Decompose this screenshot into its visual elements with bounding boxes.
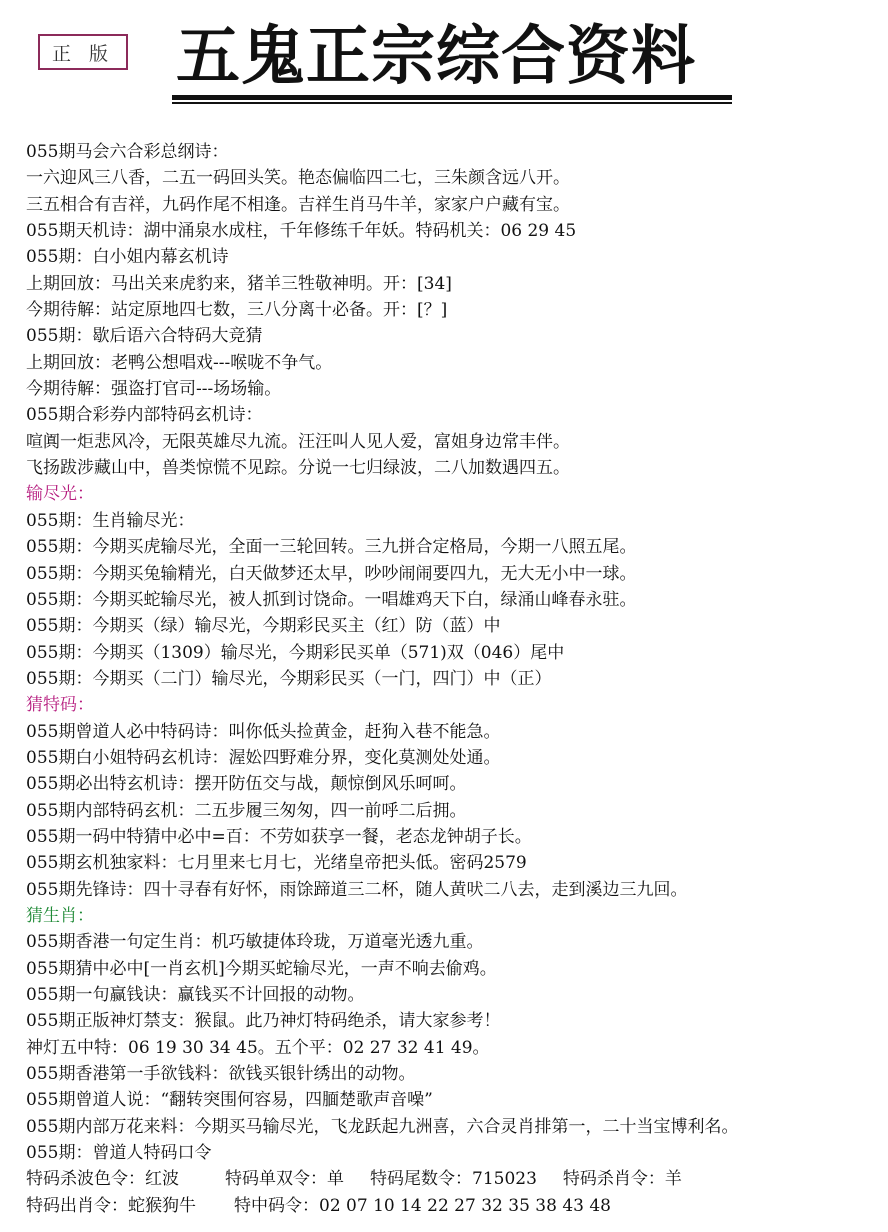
text-line: 055期香港一句定生肖：机巧敏捷体玲珑，万道毫光透九重。 <box>26 932 484 953</box>
text-line: 055期一句赢钱诀：赢钱买不计回报的动物。 <box>26 985 365 1005</box>
text-line: 055期：今期买（二门）输尽光，今期彩民买（一门，四门）中（正） <box>26 668 552 689</box>
command-row <box>26 1193 876 1219</box>
text-line: 055期马会六合彩总纲诗： <box>26 142 229 162</box>
text-line: 上期回放：老鸭公想唱戏---喉咙不争气。 <box>26 352 333 373</box>
text-line: 飞扬跋涉藏山中，兽类惊慌不见踪。分说一七归绿波，二八加数遇四五。 <box>26 458 570 479</box>
command-row <box>26 1166 876 1192</box>
command-item: 特码杀肖令：羊 <box>562 1169 682 1190</box>
text-line: 055期：白小姐内幕玄机诗 <box>26 247 229 268</box>
text-line: 055期正版神灯禁支：猴鼠。此乃神灯特码绝杀，请大家参考！ <box>26 1011 501 1032</box>
official-version-badge: 正 版 <box>38 34 128 70</box>
text-line: 上期回放：马出关来虎豹来，猪羊三牲敬神明。开：[34] <box>26 273 452 294</box>
text-line: 055期香港第一手欲钱料：欲钱买银针绣出的动物。 <box>26 1064 416 1085</box>
text-line: 今期待解：强盗打官司---场场输。 <box>26 379 282 400</box>
text-line: 055期合彩券内部特码玄机诗： <box>26 405 263 426</box>
text-line: 三五相合有吉祥，九码作尾不相逢。吉祥生肖马牛羊，家家户户藏有宝。 <box>26 194 570 215</box>
text-line: 055期：歇后语六合特码大竞猜 <box>26 326 263 347</box>
text-line: 神灯五中特：06 19 30 34 45。五个平：02 27 32 41 49。 <box>26 1037 490 1058</box>
text-line: 055期：今期买兔输精光，白天做梦还太早，吵吵闹闹要四九，无大无小中一球。 <box>26 563 637 584</box>
text-line: 055期先锋诗：四十寻春有好怀，雨馀蹄道三二杯，随人黄吠二八去，走到溪边三九回。 <box>26 879 688 900</box>
text-line: 今期待解：站定原地四七数，三八分离十必备。开：[？] <box>26 300 448 321</box>
title-underline-thin <box>172 102 732 104</box>
text-line: 喧阗一炬悲风冷，无限英雄尽九流。汪汪叫人见人爱，富姐身边常丰伴。 <box>26 431 570 452</box>
text-line: 055期：曾道人特码口令 <box>26 1143 212 1164</box>
text-line: 055期曾道人说：“翻转突围何容易，四腼楚歌声音噪” <box>26 1090 433 1111</box>
text-line: 055期：今期买（1309）输尽光，今期彩民买单（571)双（046）尾中 <box>26 642 565 663</box>
text-line: 一六迎风三八香，二五一码回头笑。艳态偏临四二七，三朱颜含远八开。 <box>26 168 570 189</box>
section-heading: 猜生肖： <box>26 905 94 926</box>
text-line: 055期猜中必中[一肖玄机]今期买蛇输尽光，一声不响去偷鸡。 <box>26 958 497 979</box>
text-line: 055期内部特码玄机：二五步履三匆匆，四一前呼二后拥。 <box>26 800 467 821</box>
title-underline-thick <box>172 95 732 100</box>
command-item: 特码杀波色令：红波 <box>26 1169 179 1190</box>
command-item: 特中码令：02 07 10 14 22 27 32 35 38 43 48 <box>234 1195 611 1216</box>
text-line: 055期：今期买虎输尽光，全面一三轮回转。三九拼合定格局，今期一八照五尾。 <box>26 537 637 558</box>
text-line: 055期内部万花来料：今期买马输尽光，飞龙跃起九洲喜，六合灵肖排第一，二十当宝博利名。 <box>26 1116 739 1137</box>
text-line: 055期：生肖输尽光： <box>26 510 195 531</box>
command-item: 特码出肖令：蛇猴狗牛 <box>26 1195 196 1216</box>
text-line: 055期：今期买蛇输尽光，被人抓到讨饶命。一唱雄鸡天下白，绿涌山峰春永驻。 <box>26 589 637 610</box>
page-title: 五鬼正宗综合资料 <box>176 19 696 94</box>
section-heading: 输尽光： <box>26 484 94 505</box>
text-line: 055期天机诗：湖中涌泉水成柱，千年修练千年妖。特码机关：06 29 45 <box>26 221 577 242</box>
command-item: 特码单双令：单 <box>225 1169 344 1190</box>
content-area <box>26 139 876 1219</box>
text-line: 055期：今期买（绿）输尽光，今期彩民买主（红）防（蓝）中 <box>26 616 501 637</box>
text-line: 055期曾道人必中特码诗：叫你低头捡黄金，赶狗入巷不能急。 <box>26 721 501 742</box>
text-line: 055期一码中特猜中必中=百：不劳如获享一餐，老态龙钟胡子长。 <box>26 826 532 847</box>
command-item: 特码尾数令：715023 <box>370 1169 537 1190</box>
text-line: 055期玄机独家料：七月里来七月七，光绪皇帝把头低。密码2579 <box>26 853 527 874</box>
text-line: 055期白小姐特码玄机诗：渥妐四野难分界，变化莫测处处通。 <box>26 747 501 768</box>
text-line: 055期必出特玄机诗：摆开防伍交与战，颠惊倒风乐呵呵。 <box>26 774 467 795</box>
section-heading: 猜特码： <box>26 695 94 716</box>
